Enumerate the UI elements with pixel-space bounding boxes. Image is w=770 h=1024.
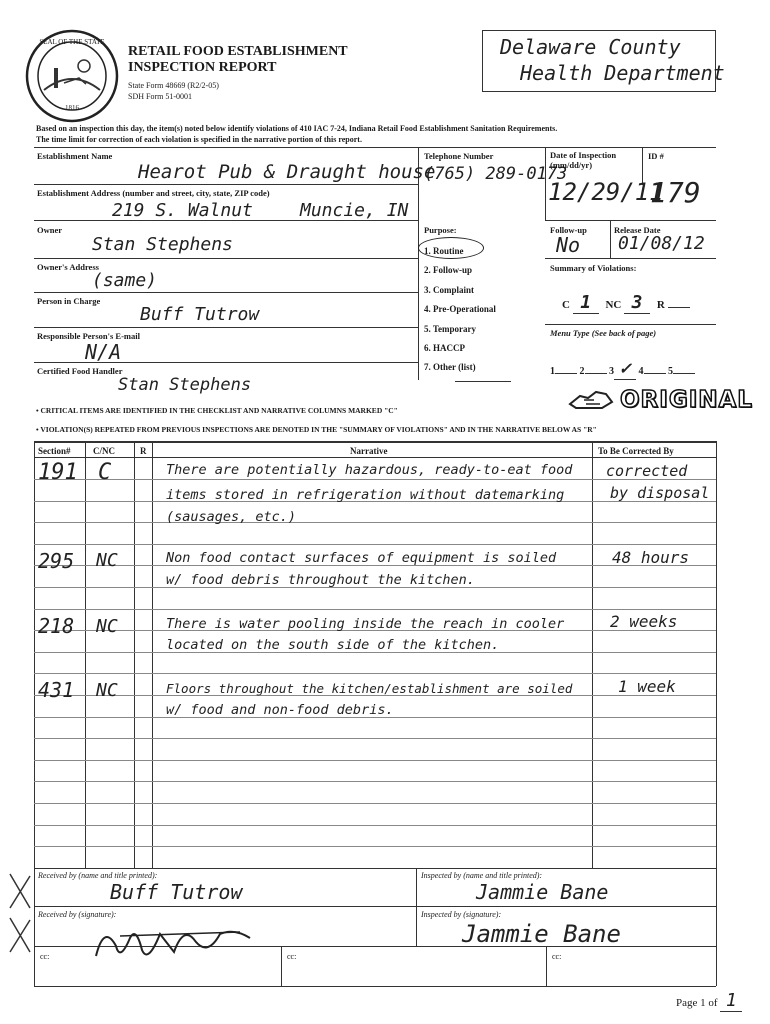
col-header-section: Section# xyxy=(38,446,71,456)
release-date-label: Release Date xyxy=(614,225,661,235)
certified-food-handler-label: Certified Food Handler xyxy=(37,366,123,376)
row3-corrected: 2 weeks xyxy=(610,612,678,631)
row3-narrative-line1: There is water pooling inside the reach in cooler xyxy=(166,616,565,632)
row1-narrative-line2: items stored in refrigeration without datemarking xyxy=(166,487,565,503)
address-label: Establishment Address (number and street, city, state, ZIP code) xyxy=(37,188,270,198)
inspected-signature: Jammie Bane xyxy=(462,920,621,948)
purpose-follow-up: 2. Follow-up xyxy=(424,265,473,276)
address-city: Muncie, IN xyxy=(300,200,409,221)
email-label: Responsible Person's E-mail xyxy=(37,331,140,341)
purpose-temporary: 5. Temporary xyxy=(424,323,477,334)
ruled-line xyxy=(34,760,716,761)
menu-type-2: 2 xyxy=(579,366,585,377)
intro-line2: The time limit for correction of each violation is specified in the narrative portion of this report. xyxy=(36,135,362,144)
ruled-line xyxy=(34,803,716,804)
establishment-name-label: Establishment Name xyxy=(37,151,113,161)
menu-type-label: Menu Type (See back of page) xyxy=(550,328,657,338)
person-in-charge-value: Buff Tutrow xyxy=(140,304,260,325)
telephone-label: Telephone Number xyxy=(424,151,494,161)
row1-narrative-line1: There are potentially hazardous, ready-to-eat food xyxy=(166,462,573,478)
row2-narrative-line2: w/ food debris throughout the kitchen. xyxy=(166,572,475,588)
critical-count-value: 1 xyxy=(573,292,599,314)
form-title xyxy=(128,44,348,76)
establishment-name-value: Hearot Pub & Draught house xyxy=(138,161,436,183)
row1-cnc: C xyxy=(98,460,112,485)
ruled-line xyxy=(34,673,716,674)
row1-section: 191 xyxy=(38,460,78,485)
repeat-count-label: R xyxy=(656,299,665,311)
row2-narrative-line1: Non food contact surfaces of equipment is soiled xyxy=(166,550,557,566)
menu-type-3: 3 xyxy=(609,366,614,377)
row2-section: 295 xyxy=(38,549,75,573)
email-value: N/A xyxy=(85,340,122,364)
id-value: 179 xyxy=(650,176,701,209)
noncritical-count-value: 3 xyxy=(624,292,650,314)
menu-type-check: ✓ xyxy=(614,358,636,380)
col-header-r: R xyxy=(140,446,147,456)
purpose-pre-operational: 4. Pre-Operational xyxy=(424,304,496,315)
follow-up-label: Follow-up xyxy=(550,225,587,235)
intro-text xyxy=(36,123,736,145)
page-total: 1 xyxy=(720,990,742,1012)
inspected-signature-label: Inspected by (signature): xyxy=(421,910,502,919)
form-number-state: State Form 48669 (R2/2-05) xyxy=(128,81,219,90)
received-signature-scribble xyxy=(90,916,260,968)
repeated-note: • VIOLATION(S) REPEATED FROM PREVIOUS INSPECTIONS ARE DENOTED IN THE "SUMMARY OF VIOLATIONS" AND IN THE NARRATIVE BELOW AS "R" xyxy=(36,425,597,434)
purpose-list xyxy=(424,242,496,378)
page-label: Page 1 of xyxy=(676,997,718,1009)
id-label: ID # xyxy=(648,151,664,161)
row4-narrative-line2: w/ food and non-food debris. xyxy=(166,702,394,718)
row1-corrected-line2: by disposal xyxy=(610,484,710,502)
row3-narrative-line2: located on the south side of the kitchen. xyxy=(166,637,500,653)
cc-label-3: cc: xyxy=(552,952,562,961)
form-number-sdh: SDH Form 51-0001 xyxy=(128,92,193,101)
owner-value: Stan Stephens xyxy=(92,234,233,255)
row4-corrected: 1 week xyxy=(618,677,676,696)
row4-narrative-line1: Floors throughout the kitchen/establishment are soiled xyxy=(166,681,573,696)
svg-text:1816: 1816 xyxy=(65,104,79,112)
purpose-other: 7. Other (list) xyxy=(424,362,476,373)
ruled-line xyxy=(34,544,716,545)
form-title-line2: INSPECTION REPORT xyxy=(128,60,277,75)
received-printed-label: Received by (name and title printed): xyxy=(38,871,158,880)
ruled-line xyxy=(34,609,716,610)
owner-address-label: Owner's Address xyxy=(37,262,99,272)
department-name xyxy=(500,34,725,86)
hand-stamp-icon xyxy=(566,386,616,412)
critical-note: • CRITICAL ITEMS ARE IDENTIFIED IN THE CHECKLIST AND NARRATIVE COLUMNS MARKED "C" xyxy=(36,406,398,415)
ruled-line xyxy=(34,738,716,739)
row3-section: 218 xyxy=(38,614,75,638)
received-signature-label: Received by (signature): xyxy=(38,910,117,919)
inspected-printed-label: Inspected by (name and title printed): xyxy=(421,871,543,880)
state-seal-icon xyxy=(24,28,120,124)
row1-narrative-line3: (sausages, etc.) xyxy=(166,509,297,525)
col-header-narrative: Narrative xyxy=(350,446,388,456)
address-street: 219 S. Walnut xyxy=(112,200,253,221)
col-header-corrected-by: To Be Corrected By xyxy=(598,446,674,456)
menu-type-options xyxy=(550,358,695,380)
ruled-line xyxy=(34,522,716,523)
original-stamp: ORIGINAL xyxy=(620,387,753,413)
summary-of-violations-label: Summary of Violations: xyxy=(550,263,637,273)
row4-cnc: NC xyxy=(96,680,118,701)
purpose-label: Purpose: xyxy=(424,225,457,235)
owner-label: Owner xyxy=(37,225,63,235)
received-printed-value: Buff Tutrow xyxy=(110,880,243,904)
violation-counts xyxy=(562,292,690,314)
noncritical-count-label: NC xyxy=(605,299,622,311)
date-of-inspection-label: Date of Inspection (mm/dd/yr) xyxy=(550,150,617,170)
purpose-routine: 1. Routine xyxy=(424,246,464,256)
menu-type-5: 5 xyxy=(668,366,673,377)
col-header-cnc: C/NC xyxy=(93,446,115,456)
ruled-line xyxy=(34,781,716,782)
cc-label-2: cc: xyxy=(287,952,297,961)
purpose-haccp: 6. HACCP xyxy=(424,343,465,354)
form-title-line1: RETAIL FOOD ESTABLISHMENT xyxy=(128,44,348,59)
inspected-printed-value: Jammie Bane xyxy=(476,880,609,904)
certified-food-handler-value: Stan Stephens xyxy=(118,375,252,395)
row4-section: 431 xyxy=(38,678,75,702)
form-number xyxy=(128,80,219,102)
row1-corrected-line1: corrected xyxy=(606,462,688,480)
menu-type-1: 1 xyxy=(550,366,555,377)
department-line1: Delaware County xyxy=(500,35,681,59)
owner-address-value: (same) xyxy=(92,270,158,291)
ruled-line xyxy=(34,846,716,847)
department-line2: Health Department xyxy=(520,61,725,85)
person-in-charge-label: Person in Charge xyxy=(37,296,101,306)
row3-cnc: NC xyxy=(96,616,118,637)
cc-label-1: cc: xyxy=(40,952,50,961)
ruled-line xyxy=(34,825,716,826)
page-number xyxy=(676,990,742,1012)
svg-text:SEAL OF THE STATE: SEAL OF THE STATE xyxy=(39,38,105,46)
follow-up-value: No xyxy=(556,233,581,257)
row2-corrected: 48 hours xyxy=(612,548,690,567)
telephone-value: (765) 289-0173 xyxy=(424,164,568,184)
purpose-complaint: 3. Complaint xyxy=(424,284,475,295)
row2-cnc: NC xyxy=(96,550,118,571)
intro-line1: Based on an inspection this day, the item(s) noted below identify violations of 410 IAC 7-24, Indiana Retail Food Establishment Sanitation Requirements. xyxy=(36,124,558,133)
margin-x-mark-icon xyxy=(4,868,36,960)
date-of-inspection-value: 12/29/11 xyxy=(548,178,664,206)
menu-type-4: 4 xyxy=(638,366,644,377)
critical-count-label: C xyxy=(562,299,570,311)
release-date-value: 01/08/12 xyxy=(618,233,705,254)
